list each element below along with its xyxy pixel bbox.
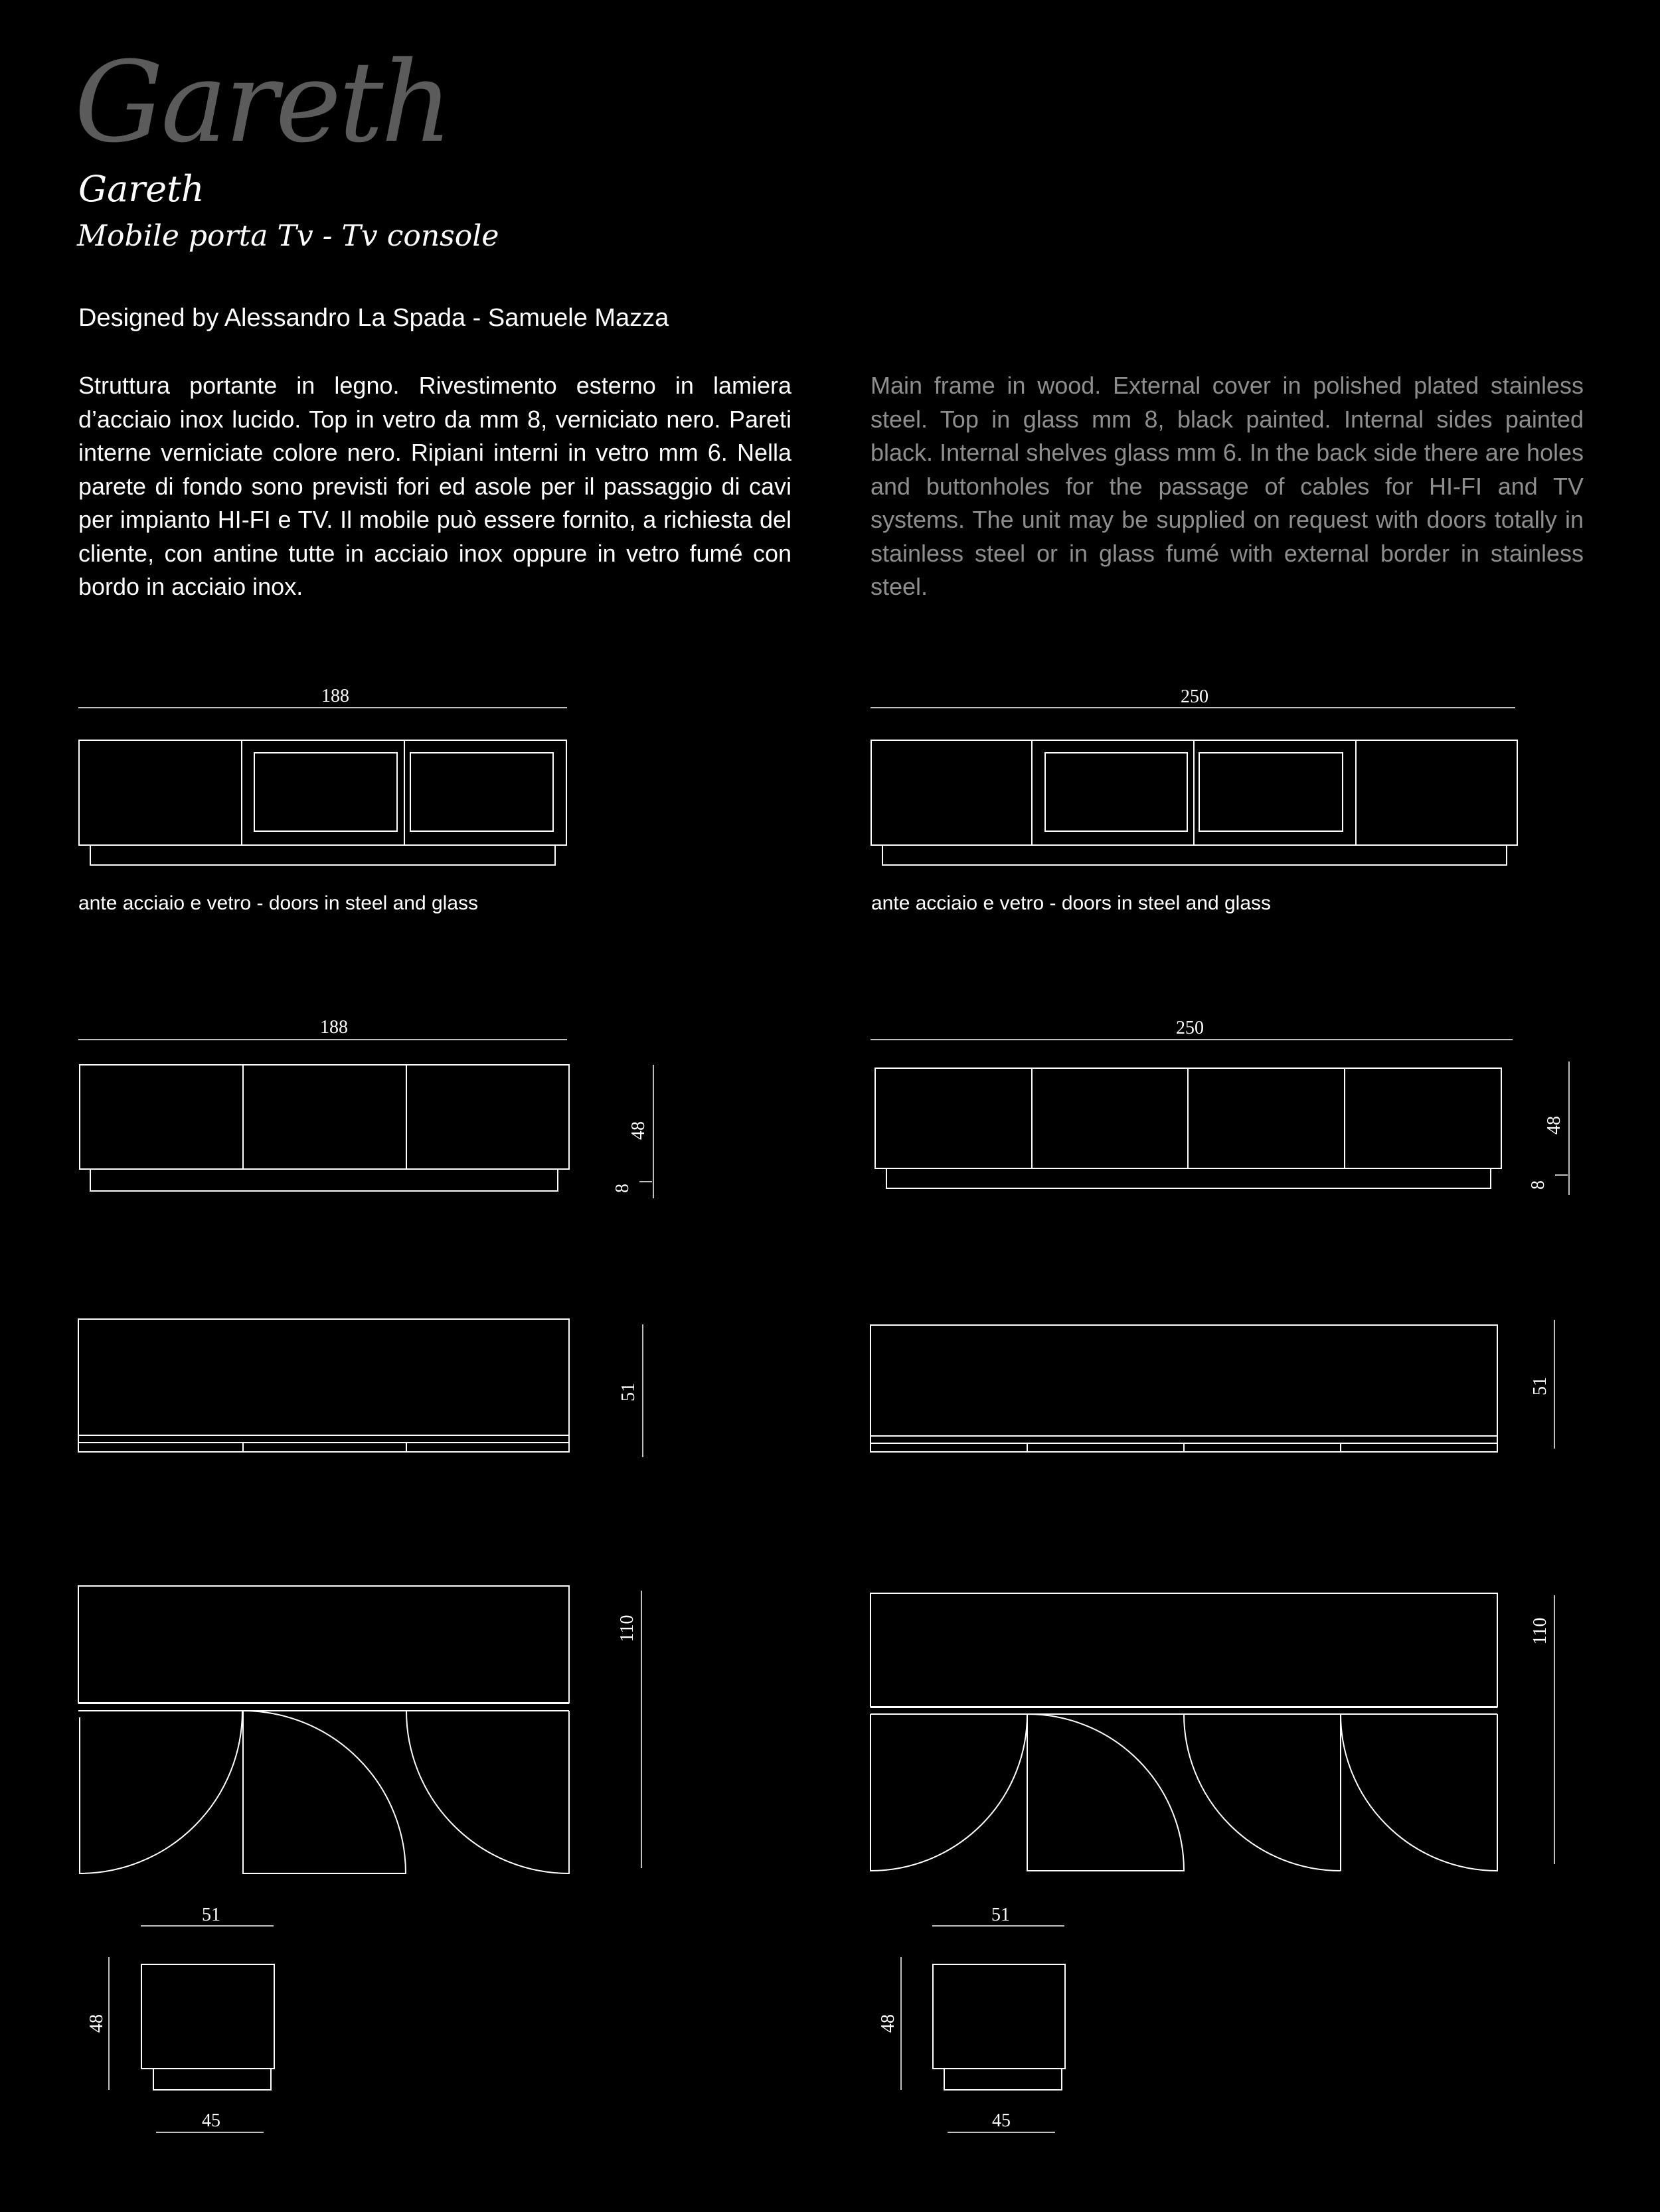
left-side-body <box>141 1964 274 2069</box>
designer-credit: Designed by Alessandro La Spada - Samuele Mazza <box>78 304 669 332</box>
left-side-plinth <box>153 2069 271 2090</box>
left-top-surface-open <box>78 1586 569 1703</box>
description-english: Main frame in wood. External cover in polished plated stainless steel. Top in glass mm 8, black painted. Internal sides painted black. Internal shelves glass mm 6. In the back side there are holes and buttonholes for the passage of cables for HI-FI and TV systems. The unit may be supplied on request with doors totally in stainless steel or in glass fumé with external border in stainless steel. <box>871 372 1584 600</box>
left-height-label: 48 <box>628 1121 649 1140</box>
brand-logo: Gareth <box>74 37 450 167</box>
product-title: Gareth <box>78 168 205 210</box>
left-front-view <box>78 1017 653 1198</box>
left-width-label-1: 188 <box>321 686 349 706</box>
product-subtitle: Mobile porta Tv - Tv console <box>77 219 499 253</box>
right-depth-label: 51 <box>1530 1377 1550 1395</box>
left-door-swing <box>406 1711 569 1873</box>
right-base-height-label: 8 <box>1528 1180 1548 1190</box>
left-cabinet-body-1 <box>79 740 566 845</box>
right-plinth-2 <box>886 1168 1491 1188</box>
right-plan-view <box>871 1320 1554 1452</box>
left-plan-open-view <box>78 1586 641 1873</box>
right-top-surface-open <box>871 1593 1497 1707</box>
left-glass-panel <box>254 753 397 831</box>
left-plinth-2 <box>90 1169 558 1191</box>
left-side-view <box>86 1905 274 2132</box>
right-door-swing <box>1341 1714 1497 1871</box>
left-cabinet-body-2 <box>80 1065 569 1169</box>
left-depth-label: 51 <box>618 1383 639 1401</box>
description-italian: Struttura portante in legno. Rivestimento esterno in lamiera d’acciaio inox lucido. Top in vetro da mm 8, verniciato nero. Pareti interne verniciate colore nero. Ripiani interni in vetro mm 6. Nella parete di fondo sono previsti fori ed asole per il passaggio di cavi per impianto HI-FI e TV. Il mobile può essere fornito, a richiesta del cliente, con antine tutte in acciaio inox oppure in vetro fumé con bordo in acciaio inox. <box>78 372 791 600</box>
right-door-swing <box>1027 1714 1184 1871</box>
right-plinth-1 <box>882 845 1507 865</box>
left-front-caption: ante acciaio e vetro - doors in steel and glass <box>78 892 479 914</box>
right-door-swing <box>871 1714 1027 1871</box>
right-front-caption: ante acciaio e vetro - doors in steel and glass <box>871 892 1272 914</box>
left-door-swing <box>80 1711 242 1873</box>
left-side-height-label: 48 <box>86 2014 107 2033</box>
right-plan-open-view <box>871 1593 1554 1871</box>
right-side-base-label: 45 <box>992 2110 1011 2131</box>
right-width-label-1: 250 <box>1181 686 1208 707</box>
left-open-depth-label: 110 <box>617 1615 637 1642</box>
left-plinth-1 <box>90 845 555 865</box>
right-glass-panel <box>1045 753 1187 831</box>
right-side-view <box>878 1905 1065 2132</box>
right-door-swing <box>1184 1714 1341 1871</box>
right-front-view <box>871 1018 1569 1195</box>
right-width-label-2: 250 <box>1176 1018 1204 1038</box>
right-side-depth-label: 51 <box>991 1905 1010 1925</box>
left-side-depth-label: 51 <box>202 1905 220 1925</box>
left-base-height-label: 8 <box>612 1184 633 1193</box>
left-door-swing <box>243 1711 406 1873</box>
right-side-body <box>933 1964 1065 2069</box>
left-front-glass-view <box>78 686 567 865</box>
right-open-depth-label: 110 <box>1530 1617 1550 1645</box>
right-side-height-label: 48 <box>878 2014 898 2033</box>
left-plan-view <box>78 1319 643 1457</box>
left-side-base-label: 45 <box>202 2110 220 2131</box>
right-glass-panel <box>1199 753 1343 831</box>
right-top-surface <box>871 1325 1497 1452</box>
right-height-label: 48 <box>1544 1116 1564 1135</box>
left-width-label-2: 188 <box>320 1017 348 1038</box>
left-glass-panel <box>410 753 553 831</box>
right-side-plinth <box>944 2069 1062 2090</box>
left-top-surface <box>78 1319 569 1452</box>
right-front-glass-view <box>871 686 1517 865</box>
